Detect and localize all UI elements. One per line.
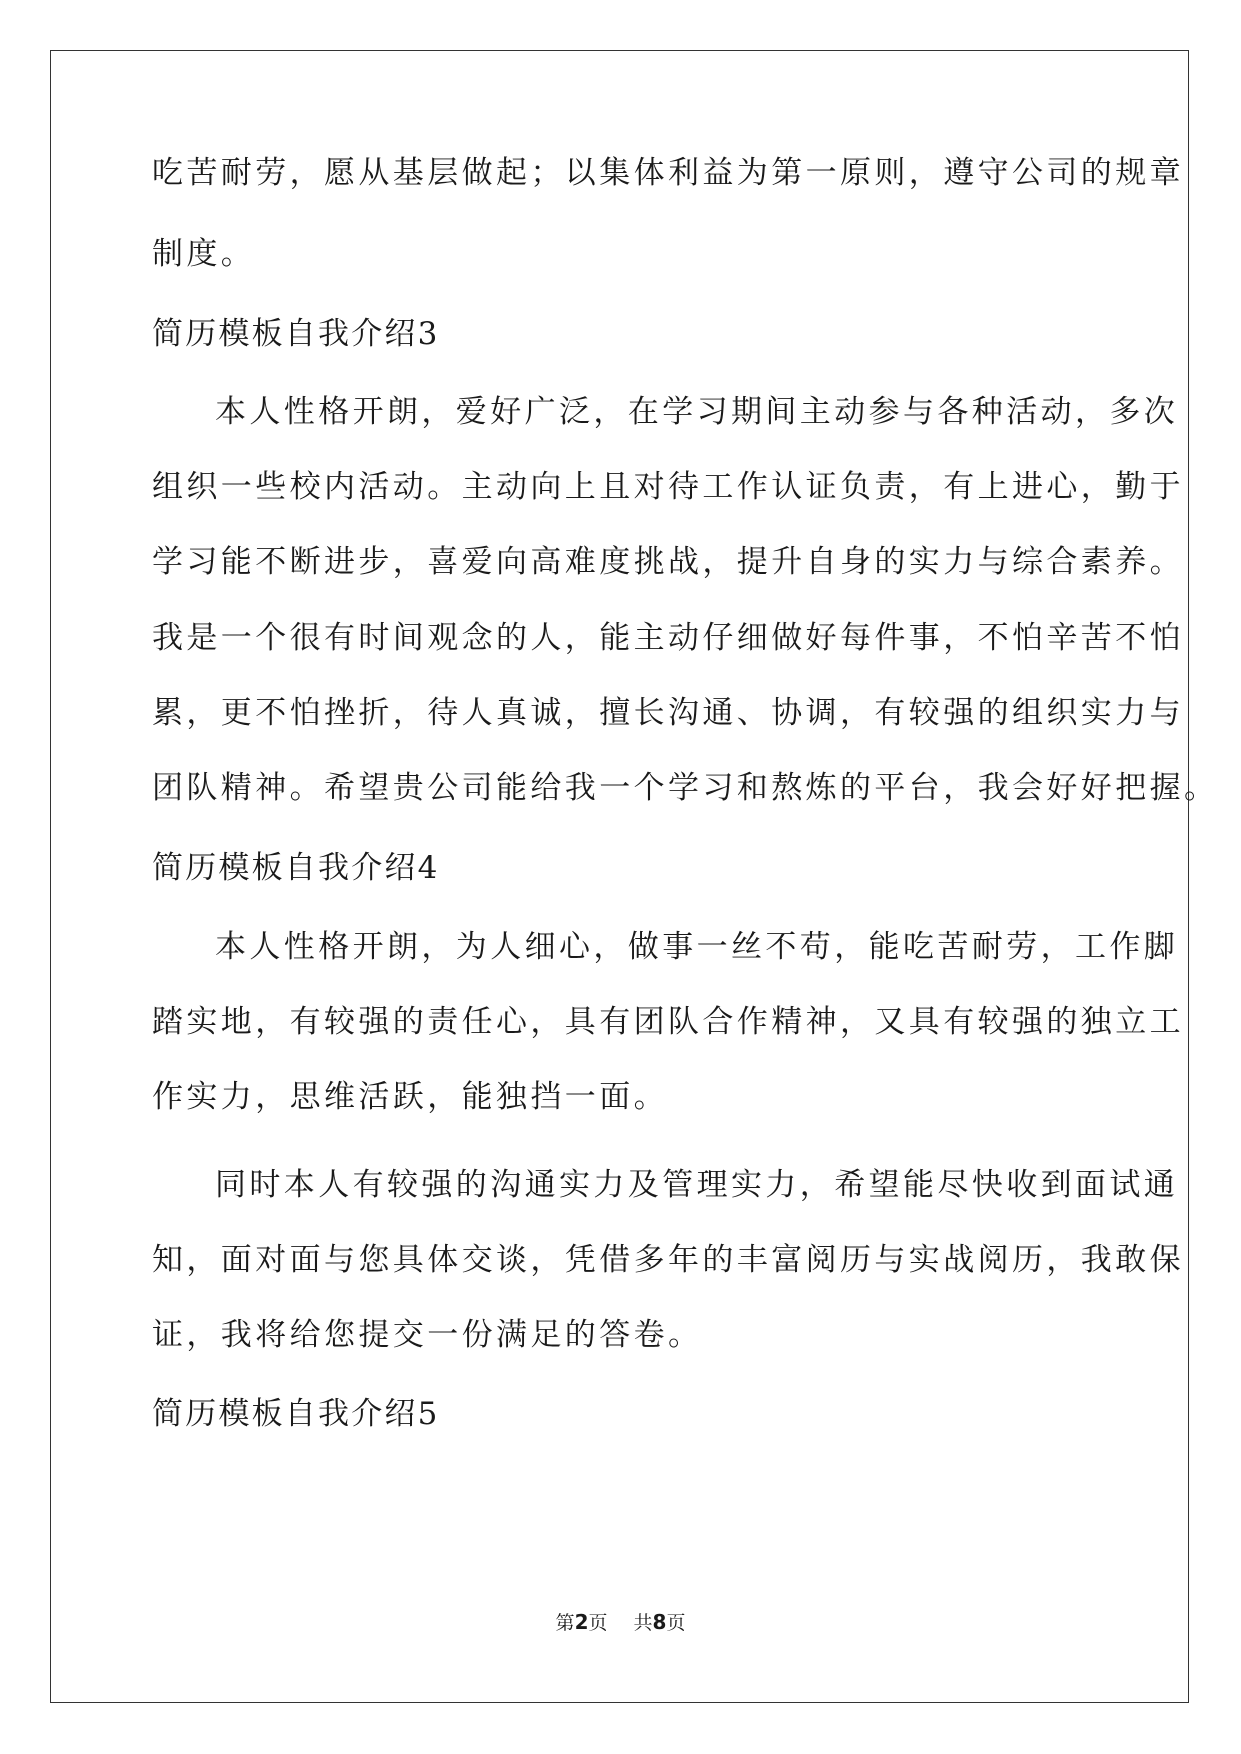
page-suffix: 页 — [588, 1612, 608, 1634]
body-text-line: 制度。 — [152, 236, 256, 272]
body-text-line: 证，我将给您提交一份满足的答卷。 — [152, 1317, 703, 1353]
body-text-line: 我是一个很有时间观念的人，能主动仔细做好每件事，不怕辛苦不怕 — [152, 620, 1184, 656]
body-text-line: 知，面对面与您具体交谈，凭借多年的丰富阅历与实战阅历，我敢保 — [152, 1242, 1184, 1278]
page-current: 2 — [574, 1610, 589, 1634]
total-prefix: 共 — [633, 1612, 653, 1634]
total-suffix: 页 — [666, 1612, 686, 1634]
body-text-line: 踏实地，有较强的责任心，具有团队合作精神，又具有较强的独立工 — [152, 1004, 1184, 1040]
section-heading-3: 简历模板自我介绍3 — [152, 316, 440, 352]
page-prefix: 第 — [555, 1612, 575, 1634]
body-text-line: 本人性格开朗，爱好广泛，在学习期间主动参与各种活动，多次 — [215, 394, 1179, 430]
body-text-line: 作实力，思维活跃，能独挡一面。 — [152, 1079, 668, 1115]
body-text-line: 组织一些校内活动。主动向上且对待工作认证负责，有上进心，勤于 — [152, 469, 1184, 505]
section-heading-5: 简历模板自我介绍5 — [152, 1396, 440, 1432]
body-text-line: 学习能不断进步，喜爱向高难度挑战，提升自身的实力与综合素养。 — [152, 544, 1184, 580]
body-text-line: 本人性格开朗，为人细心，做事一丝不苟，能吃苦耐劳，工作脚 — [215, 929, 1179, 965]
body-text-line: 团队精神。希望贵公司能给我一个学习和熬炼的平台，我会好好把握。 — [152, 770, 1219, 806]
body-text-line: 累，更不怕挫折，待人真诚，擅长沟通、协调，有较强的组织实力与 — [152, 695, 1184, 731]
page-footer — [0, 1610, 1241, 1635]
section-heading-4: 简历模板自我介绍4 — [152, 850, 440, 886]
body-text-line: 吃苦耐劳，愿从基层做起；以集体利益为第一原则，遵守公司的规章 — [152, 155, 1184, 191]
body-text-line: 同时本人有较强的沟通实力及管理实力，希望能尽快收到面试通 — [215, 1167, 1179, 1203]
page-total: 8 — [652, 1610, 667, 1634]
